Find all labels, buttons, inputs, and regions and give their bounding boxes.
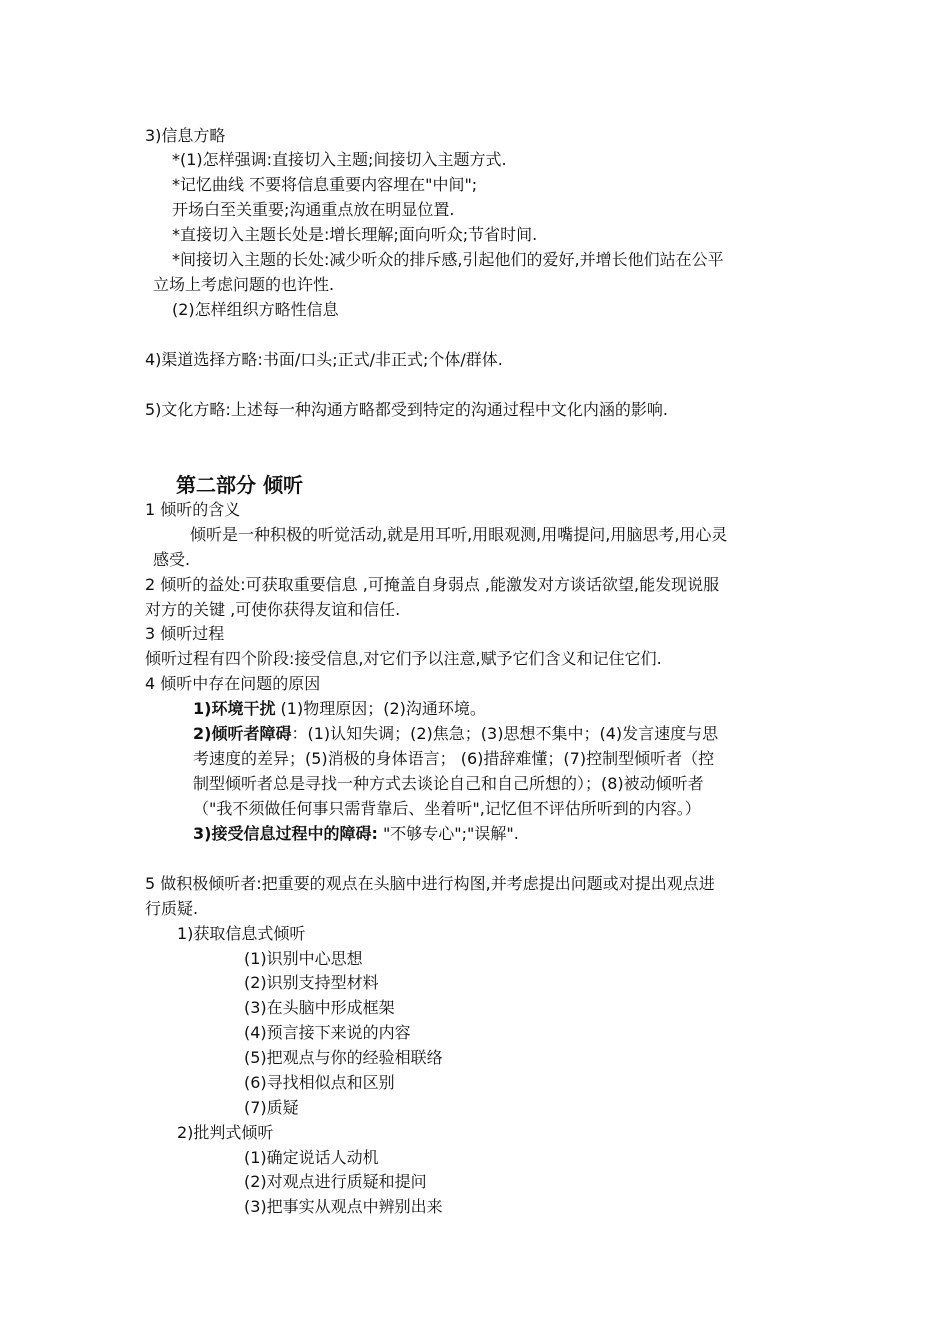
reason-3-label: 3)接受信息过程中的障碍: [193, 824, 378, 843]
p5-text-b: 行质疑. [145, 899, 199, 918]
reason-3-text: "不够专心";"误解". [377, 824, 519, 843]
list-item: (3)把事实从观点中辨别出来 [244, 1197, 443, 1216]
info-listening-heading: 1)获取信息式倾听 [177, 924, 306, 943]
p1-heading: 1 倾听的含义 [145, 500, 241, 519]
section4-text: 4)渠道选择方略:书面/口头;正式/非正式;个体/群体. [145, 350, 503, 369]
reason-2-text-b: 考速度的差异；(5)消极的身体语言； (6)措辞难懂；(7)控制型倾听者（控 [193, 749, 715, 768]
p4-heading: 4 倾听中存在问题的原因 [145, 674, 321, 693]
list-item: (5)把观点与你的经验相联络 [244, 1048, 443, 1067]
p3-heading: 3 倾听过程 [145, 624, 225, 643]
section3-heading: 3)信息方略 [145, 126, 226, 145]
reason-1 [193, 697, 486, 721]
reason-2 [193, 722, 718, 746]
reason-2-text-c: 制型倾听者总是寻找一种方式去谈论自己和自己所想的）；(8)被动倾听者 [193, 774, 704, 793]
list-item: (1)识别中心思想 [244, 949, 363, 968]
reason-1-label: 1)环境干扰 [193, 699, 276, 718]
reason-2-text-a: ：(1)认知失调；(2)焦急；(3)思想不集中；(4)发言速度与思 [291, 724, 719, 743]
p5-text-a: 5 做积极倾听者:把重要的观点在头脑中进行构图,并考虑提出问题或对提出观点进 [145, 874, 715, 893]
critical-listening-heading: 2)批判式倾听 [177, 1123, 274, 1142]
section3-line-5a: *间接切入主题的长处:减少听众的排斥感,引起他们的爱好,并增长他们站在公平 [172, 250, 724, 269]
list-item: (4)预言接下来说的内容 [244, 1023, 411, 1042]
list-item: (7)质疑 [244, 1098, 299, 1117]
list-item: (1)确定说话人动机 [244, 1148, 379, 1167]
section3-line-2: *记忆曲线 不要将信息重要内容埋在"中间"; [172, 175, 478, 194]
p1-text-b: 感受. [153, 550, 191, 569]
reason-2-text-d: （"我不须做任何事只需背靠后、坐着听",记忆但不评估所听到的内容。） [193, 799, 701, 818]
list-item: (2)对观点进行质疑和提问 [244, 1172, 427, 1191]
part2-title: 第二部分 倾听 [176, 473, 303, 497]
list-item: (3)在头脑中形成框架 [244, 998, 395, 1017]
p1-text-a: 倾听是一种积极的听觉活动,就是用耳听,用眼观测,用嘴提问,用脑思考,用心灵 [190, 525, 728, 544]
list-item: (2)识别支持型材料 [244, 973, 379, 992]
p2-text-a: 2 倾听的益处:可获取重要信息 ,可掩盖自身弱点 ,能激发对方谈话欲望,能发现说服 [145, 575, 720, 594]
section3-line-3: 开场白至关重要;沟通重点放在明显位置. [172, 200, 455, 219]
reason-2-label: 2)倾听者障碍 [193, 724, 292, 743]
section3-line-1: *(1)怎样强调:直接切入主题;间接切入主题方式. [172, 150, 507, 169]
p3-text: 倾听过程有四个阶段:接受信息,对它们予以注意,赋予它们含义和记住它们. [145, 649, 662, 668]
section5-text: 5)文化方略:上述每一种沟通方略都受到特定的沟通过程中文化内涵的影响. [145, 400, 668, 419]
list-item: (6)寻找相似点和区别 [244, 1073, 395, 1092]
section3-line-6: (2)怎样组织方略性信息 [172, 300, 339, 319]
section3-line-4: *直接切入主题长处是:增长理解;面向听众;节省时间. [172, 225, 538, 244]
reason-3 [193, 822, 519, 846]
p2-text-b: 对方的关键 ,可使你获得友谊和信任. [145, 600, 401, 619]
reason-1-text: (1)物理原因；(2)沟通环境。 [275, 699, 486, 718]
section3-line-5b: 立场上考虑问题的也许性. [153, 275, 335, 294]
